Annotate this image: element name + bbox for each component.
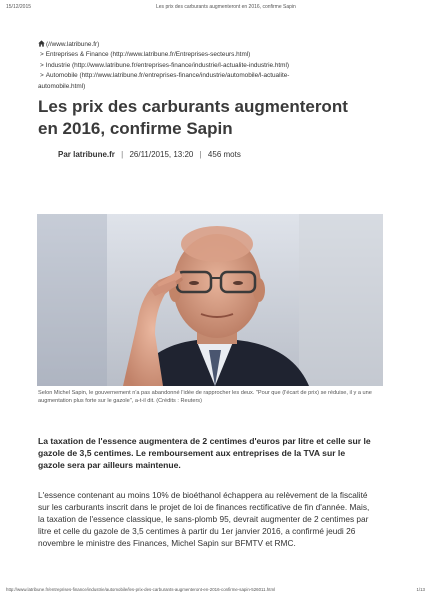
breadcrumb-item-automobile-cont[interactable] xyxy=(38,82,398,92)
photo-caption: Selon Michel Sapin, le gouvernement n'a pas abandonné l'idée de rapprocher les deux. "Pour que (l'écart de prix) se réduise, il y a une augmentation plus forte sur le gazole", a-t-il dit. (Crédits : Reuters) xyxy=(38,390,372,405)
byline-divider: | xyxy=(121,150,124,159)
breadcrumb-link-industrie[interactable]: Industrie (http://www.latribune.fr/entreprises-finance/industrie/l-actualite-industrie.html) xyxy=(45,61,290,69)
breadcrumb-separator: > xyxy=(40,61,44,69)
print-date: 15/12/2015 xyxy=(6,4,32,10)
breadcrumb xyxy=(38,40,398,92)
breadcrumb-home-link[interactable]: (//www.latribune.fr) xyxy=(46,41,100,48)
byline-word-count: 456 xyxy=(207,150,222,159)
byline-date: 26/11/2015, 13:20 xyxy=(129,150,194,159)
breadcrumb-separator: > xyxy=(40,51,44,59)
breadcrumb-link-entreprises[interactable]: Entreprises & Finance (http://www.latribune.fr/Entreprises-secteurs.html) xyxy=(45,51,251,59)
breadcrumb-item-industrie[interactable] xyxy=(38,61,398,71)
photo-portrait-illustration xyxy=(37,214,383,386)
byline-author[interactable]: Par latribune.fr xyxy=(58,150,115,159)
breadcrumb-home[interactable] xyxy=(38,40,398,50)
article-lead: La taxation de l'essence augmentera de 2 centimes d'euros par litre et celle sur le gazole de 3,5 centimes. Le remboursement aux entreprises de la TVA sur le gazole sera par ailleurs maintenue. xyxy=(38,436,371,470)
print-page-number: 1/13 xyxy=(416,587,425,592)
breadcrumb-link-automobile[interactable]: Automobile (http://www.latribune.fr/entreprises-finance/industrie/automobile/l-actualite- xyxy=(45,72,290,80)
article-photo xyxy=(37,214,383,386)
print-doc-title: Les prix des carburants augmenteront en 2016, confirme Sapin xyxy=(156,4,296,10)
print-url: http://www.latribune.fr/entreprises-finance/industrie/automobile/les-prix-des-carburants-augmenteront-en-2016-confirme-sapin-526011.html xyxy=(6,587,276,592)
breadcrumb-link-automobile-cont[interactable]: automobile.html) xyxy=(38,82,86,90)
print-footer xyxy=(6,587,429,594)
byline-word-label: mots xyxy=(223,150,241,159)
home-icon xyxy=(38,40,45,47)
breadcrumb-item-entreprises[interactable] xyxy=(38,50,398,60)
article-byline xyxy=(58,150,241,159)
breadcrumb-separator: > xyxy=(40,72,44,80)
article-body-paragraph: L'essence contenant au moins 10% de bioéthanol échappera au relèvement de la fiscalité sur les carburants inscrit dans le projet de loi de finances rectificative de fin d'année. Mais, la taxation de l'essence classique, le sans-plomb 95, devrait augmenter de 2 centimes par litre et celle du gazole de 3,5 centimes à partir du 1er janvier 2016, a confirmé jeudi 26 novembre le ministre des Finances, Michel Sapin sur BFMTV et RMC. xyxy=(38,490,370,548)
breadcrumb-item-automobile[interactable] xyxy=(38,71,398,81)
byline-divider: | xyxy=(199,150,202,159)
print-header xyxy=(6,4,429,12)
article-headline: Les prix des carburants augmenteront en 2016, confirme Sapin xyxy=(38,97,348,138)
